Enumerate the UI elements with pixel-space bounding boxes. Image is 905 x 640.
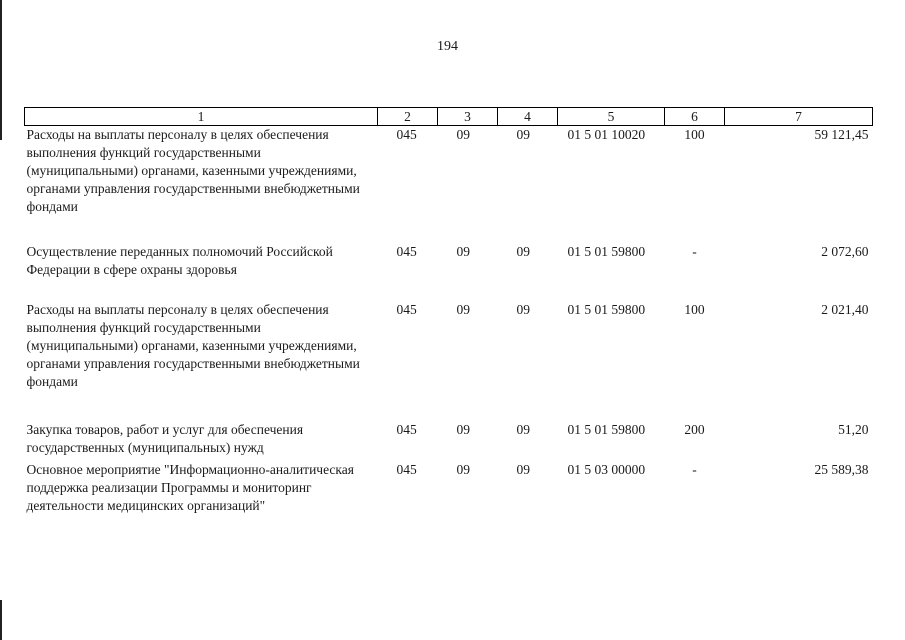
subsection-code: 09 bbox=[516, 422, 530, 437]
table-row bbox=[25, 243, 873, 301]
ministry-code: 045 bbox=[396, 127, 417, 142]
target-article-code: 01 5 03 00000 bbox=[567, 462, 646, 477]
section-code: 09 bbox=[456, 244, 470, 259]
column-header: 6 bbox=[665, 108, 725, 126]
row-name: Основное мероприятие "Информационно-аналитическая поддержка реализации Программы и мониторинг деятельности медицинских организаций" bbox=[26, 462, 354, 513]
page-number: 194 bbox=[437, 39, 458, 54]
subsection-code: 09 bbox=[516, 462, 530, 477]
expense-type-code: 100 bbox=[684, 302, 705, 317]
amount: 59 121,45 bbox=[814, 127, 869, 142]
expense-type-code: - bbox=[692, 462, 697, 477]
table-row bbox=[25, 301, 873, 421]
amount: 2 072,60 bbox=[821, 244, 869, 259]
subsection-code: 09 bbox=[516, 244, 530, 259]
amount: 51,20 bbox=[838, 422, 869, 437]
row-name: Расходы на выплаты персоналу в целях обеспечения выполнения функций государственными (муниципальными) органами, казенными учреждениями, органами управления государственными внебюджетными фондами bbox=[26, 302, 360, 389]
table-header-row bbox=[25, 108, 873, 126]
ministry-code: 045 bbox=[396, 302, 417, 317]
section-code: 09 bbox=[456, 422, 470, 437]
section-code: 09 bbox=[456, 127, 470, 142]
target-article-code: 01 5 01 59800 bbox=[567, 244, 646, 259]
section-code: 09 bbox=[456, 302, 470, 317]
ministry-code: 045 bbox=[396, 422, 417, 437]
ministry-code: 045 bbox=[396, 462, 417, 477]
row-name: Осуществление переданных полномочий Российской Федерации в сфере охраны здоровья bbox=[26, 244, 333, 277]
column-header: 2 bbox=[378, 108, 438, 126]
target-article-code: 01 5 01 10020 bbox=[567, 127, 646, 142]
subsection-code: 09 bbox=[516, 302, 530, 317]
column-header: 7 bbox=[725, 108, 873, 126]
column-header: 4 bbox=[498, 108, 558, 126]
amount: 25 589,38 bbox=[814, 462, 869, 477]
target-article-code: 01 5 01 59800 bbox=[567, 422, 646, 437]
subsection-code: 09 bbox=[516, 127, 530, 142]
column-header: 3 bbox=[438, 108, 498, 126]
target-article-code: 01 5 01 59800 bbox=[567, 302, 646, 317]
row-name: Расходы на выплаты персоналу в целях обеспечения выполнения функций государственными (муниципальными) органами, казенными учреждениями, органами управления государственными внебюджетными фондами bbox=[26, 127, 360, 214]
amount: 2 021,40 bbox=[821, 302, 869, 317]
section-code: 09 bbox=[456, 462, 470, 477]
column-header: 1 bbox=[25, 108, 378, 126]
table-row bbox=[25, 126, 873, 244]
row-name: Закупка товаров, работ и услуг для обеспечения государственных (муниципальных) нужд bbox=[26, 422, 304, 455]
column-header: 5 bbox=[558, 108, 665, 126]
table-row bbox=[25, 421, 873, 461]
expense-type-code: 100 bbox=[684, 127, 705, 142]
page-edge-mark bbox=[0, 600, 2, 640]
expense-type-code: - bbox=[692, 244, 697, 259]
page-edge-mark bbox=[0, 0, 2, 140]
budget-table bbox=[24, 107, 873, 533]
ministry-code: 045 bbox=[396, 244, 417, 259]
table-row bbox=[25, 461, 873, 533]
expense-type-code: 200 bbox=[684, 422, 705, 437]
